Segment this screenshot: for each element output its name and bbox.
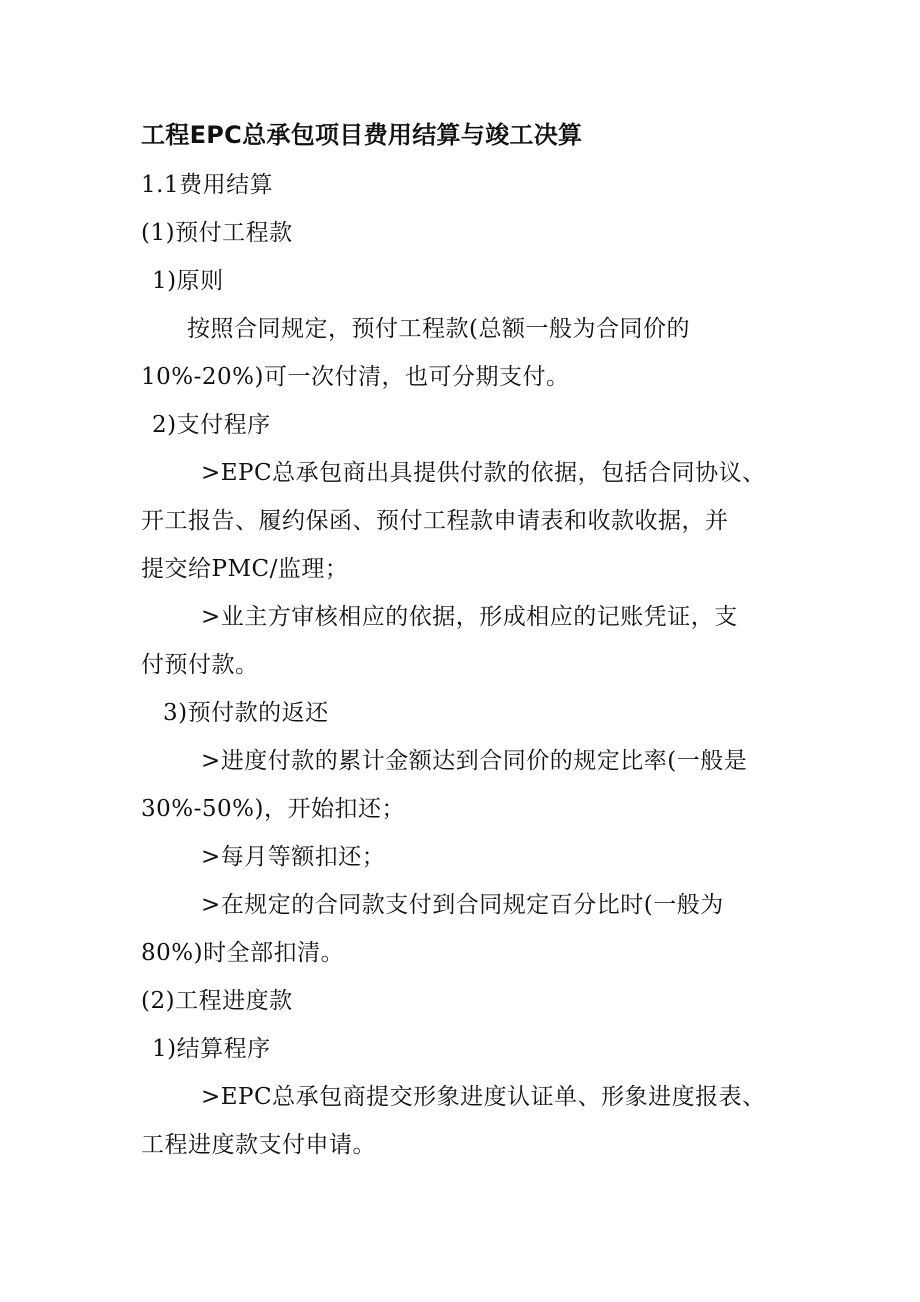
paragraph-line: 提交给PMC/监理； [141, 556, 349, 582]
bullet-line: >每月等额扣还； [201, 844, 386, 870]
subsection-heading-1: (1)预付工程款 [141, 220, 293, 246]
section-heading-1-1: 1.1费用结算 [141, 172, 274, 198]
item-heading-principle: 1)原则 [152, 268, 224, 294]
paragraph-line: 10%-20%)可一次付清，也可分期支付。 [141, 364, 570, 390]
paragraph-line: 付预付款。 [141, 652, 259, 678]
item-heading-payment-procedure: 2)支付程序 [152, 412, 271, 438]
bullet-line: >EPC总承包商提交形象进度认证单、形象进度报表、 [201, 1084, 766, 1110]
paragraph-line: 30%-50%)，开始扣还； [141, 796, 405, 822]
bullet-line: >在规定的合同款支付到合同规定百分比时(一般为 [201, 892, 724, 918]
paragraph-line: 开工报告、履约保函、预付工程款申请表和收款收据，并 [141, 508, 729, 534]
subsection-heading-2: (2)工程进度款 [141, 988, 293, 1014]
paragraph-line: 80%)时全部扣清。 [141, 940, 345, 966]
paragraph-line: 按照合同规定，预付工程款(总额一般为合同价的 [187, 316, 690, 342]
bullet-line: >EPC总承包商出具提供付款的依据，包括合同协议、 [201, 460, 766, 486]
document-title: 工程EPC总承包项目费用结算与竣工决算 [141, 121, 583, 149]
item-heading-settlement-procedure: 1)结算程序 [152, 1036, 271, 1062]
paragraph-line: 工程进度款支付申请。 [141, 1132, 376, 1158]
item-heading-repayment: 3)预付款的返还 [163, 700, 329, 726]
bullet-line: >业主方审核相应的依据，形成相应的记账凭证，支 [201, 604, 738, 630]
bullet-line: >进度付款的累计金额达到合同价的规定比率(一般是 [201, 748, 748, 774]
